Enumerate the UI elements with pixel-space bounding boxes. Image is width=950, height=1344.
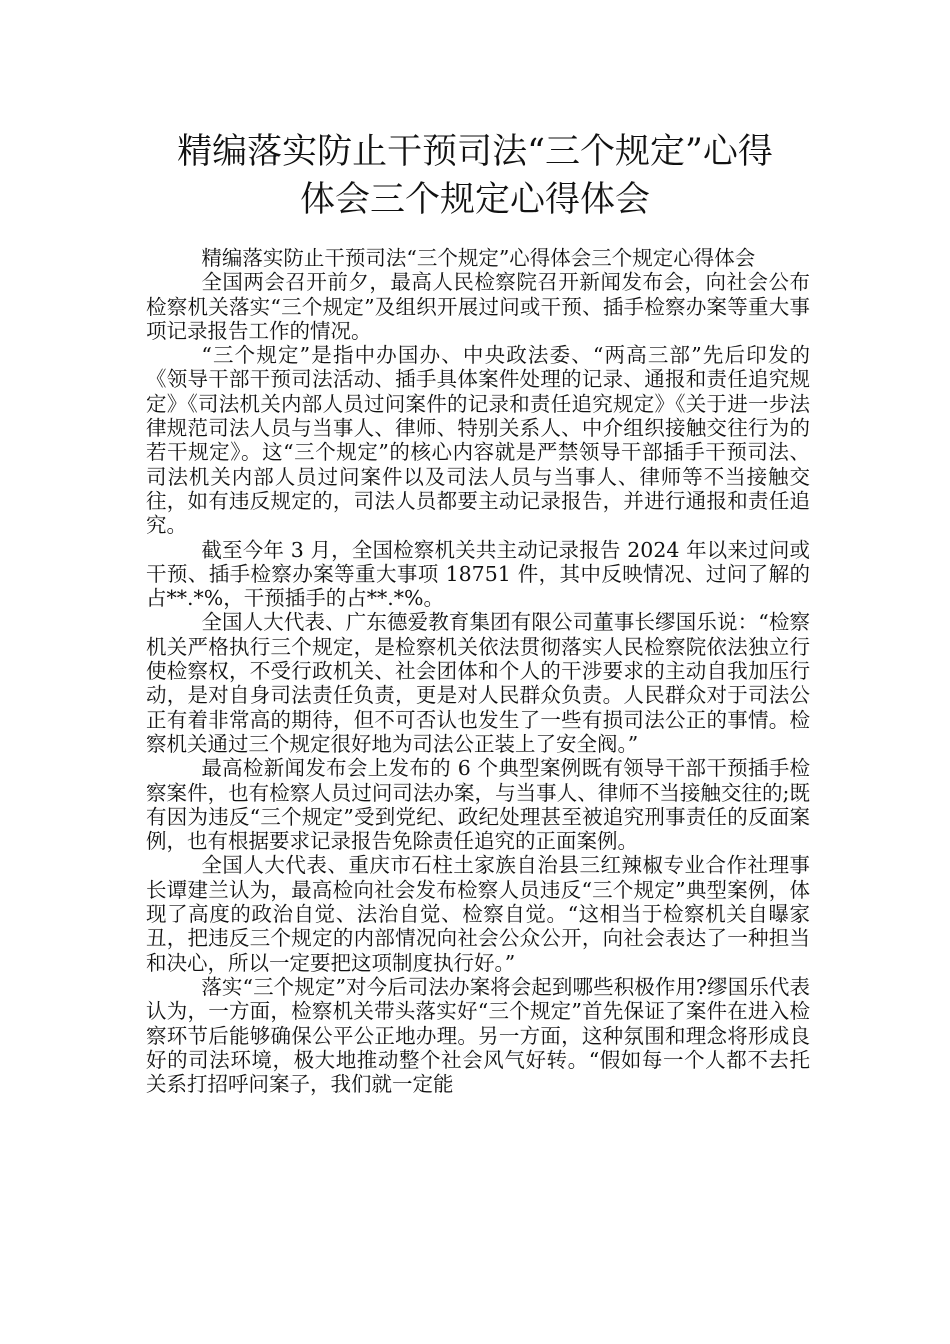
paragraph: 全国人大代表、重庆市石柱土家族自治县三红辣椒专业合作社理事长谭建兰认为，最高检向社会发布检察人员违反“三个规定”典型案例，体现了高度的政治自觉、法治自觉、检察自觉。“这相当于检察机关自曝家丑，把违反三个规定的内部情况向社会公众公开，向社会表达了一种担当和决心，所以一定要把这项制度执行好。”	[146, 853, 810, 975]
paragraph: 落实“三个规定”对今后司法办案将会起到哪些积极作用?缪国乐代表认为，一方面，检察机关带头落实好“三个规定”首先保证了案件在进入检察环节后能够确保公平公正地办理。另一方面，这种氛围和理念将形成良好的司法环境，极大地推动整个社会风气好转。“假如每一个人都不去托关系打招呼问案子，我们就一定能	[146, 974, 810, 1097]
paragraph: 全国人大代表、广东德爱教育集团有限公司董事长缪国乐说：“检察机关严格执行三个规定，是检察机关依法贯彻落实人民检察院依法独立行使检察权，不受行政机关、社会团体和个人的干涉要求的主动自我加压行动，是对自身司法责任负责，更是对人民群众负责。人民群众对于司法公正有着非常高的期待，但不可否认也发生了一些有损司法公正的事情。检察机关通过三个规定很好地为司法公正装上了安全阀。”	[146, 610, 810, 756]
document-title	[140, 128, 810, 224]
paragraph: 全国两会召开前夕，最高人民检察院召开新闻发布会，向社会公布检察机关落实“三个规定”及组织开展过问或干预、插手检察办案等重大事项记录报告工作的情况。	[146, 270, 810, 343]
paragraph: “三个规定”是指中办国办、中央政法委、“两高三部”先后印发的《领导干部干预司法活动、插手具体案件处理的记录、通报和责任追究规定》《司法机关内部人员过问案件的记录和责任追究规定》《关于进一步法律规范司法人员与当事人、律师、特别关系人、中介组织接触交往行为的若干规定》。这“三个规定”的核心内容就是严禁领导干部插手干预司法、司法机关内部人员过问案件以及司法人员与当事人、律师等不当接触交往，如有违反规定的，司法人员都要主动记录报告，并进行通报和责任追究。	[146, 343, 810, 538]
paragraph: 最高检新闻发布会上发布的 6 个典型案例既有领导干部干预插手检察案件，也有检察人员过问司法办案，与当事人、律师不当接触交往的;既有因为违反“三个规定”受到党纪、政纪处理甚至被追究刑事责任的反面案例，也有根据要求记录报告免除责任追究的正面案例。	[146, 756, 810, 854]
title-line-1: 精编落实防止干预司法“三个规定”心得	[177, 132, 773, 172]
title-line-2: 体会三个规定心得体会	[299, 180, 650, 220]
paragraph-subtitle: 精编落实防止干预司法“三个规定”心得体会三个规定心得体会	[201, 246, 756, 270]
document-body	[146, 246, 810, 1096]
paragraph: 截至今年 3 月，全国检察机关共主动记录报告 2024 年以来过问或干预、插手检察办案等重大事项 18751 件，其中反映情况、过问了解的占**.*%，干预插手的占**.*%。	[146, 537, 810, 611]
